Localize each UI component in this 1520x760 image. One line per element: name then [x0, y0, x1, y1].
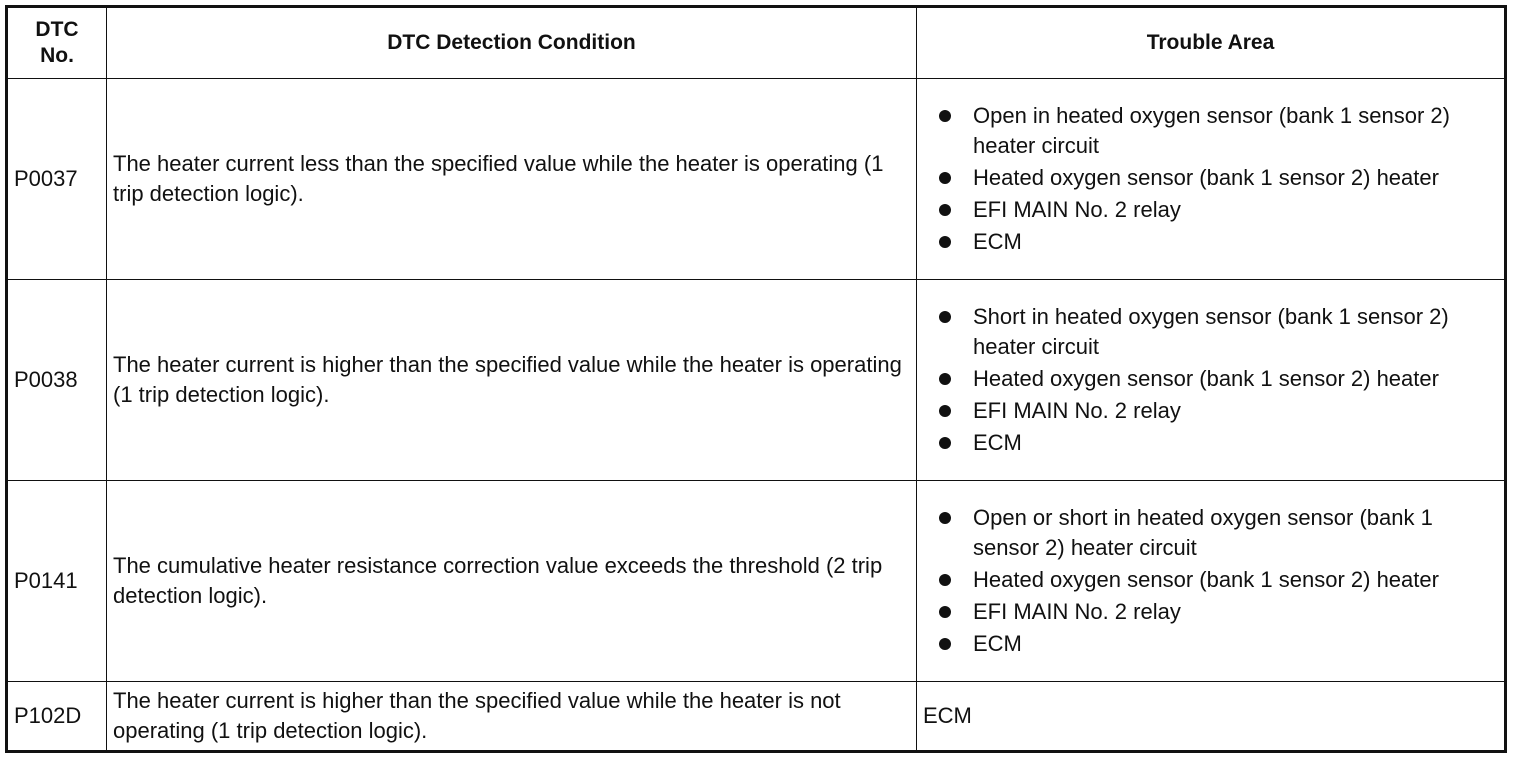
list-item: [939, 428, 1496, 459]
trouble-area-list: [939, 503, 1496, 660]
trouble-area-item: Open in heated oxygen sensor (bank 1 sensor 2) heater circuit: [973, 102, 1450, 159]
table-row: [7, 481, 1506, 682]
bullet-icon: [939, 172, 951, 184]
trouble-area-item: EFI MAIN No. 2 relay: [973, 197, 1181, 223]
list-item: [939, 565, 1496, 596]
trouble-area-item: Heated oxygen sensor (bank 1 sensor 2) heater: [973, 567, 1439, 593]
detection-condition: The cumulative heater resistance correction value exceeds the threshold (2 trip detection logic).: [107, 481, 917, 682]
trouble-area-item: ECM: [973, 430, 1022, 456]
bullet-icon: [939, 373, 951, 385]
list-item: [939, 195, 1496, 226]
trouble-area-list: [939, 302, 1496, 459]
bullet-icon: [939, 638, 951, 650]
header-dtc-no: DTC No.: [7, 7, 107, 79]
bullet-icon: [939, 512, 951, 524]
bullet-icon: [939, 204, 951, 216]
list-item: [939, 629, 1496, 660]
trouble-area-item: Short in heated oxygen sensor (bank 1 sensor 2) heater circuit: [973, 303, 1449, 360]
bullet-icon: [939, 405, 951, 417]
list-item: [939, 364, 1496, 395]
bullet-icon: [939, 574, 951, 586]
list-item: [939, 163, 1496, 194]
trouble-area-item: ECM: [973, 631, 1022, 657]
trouble-area-item: EFI MAIN No. 2 relay: [973, 599, 1181, 625]
detection-condition: The heater current less than the specified value while the heater is operating (1 trip detection logic).: [107, 79, 917, 280]
trouble-area-item: EFI MAIN No. 2 relay: [973, 398, 1181, 424]
list-item: [939, 597, 1496, 628]
trouble-area-item: Heated oxygen sensor (bank 1 sensor 2) heater: [973, 366, 1439, 392]
trouble-area: ECM: [917, 682, 1506, 752]
dtc-code: P0037: [7, 79, 107, 280]
dtc-code: P0141: [7, 481, 107, 682]
table-row: [7, 682, 1506, 752]
trouble-area-item: Open or short in heated oxygen sensor (bank 1 sensor 2) heater circuit: [973, 504, 1433, 561]
bullet-icon: [939, 110, 951, 122]
detection-condition: The heater current is higher than the specified value while the heater is operating (1 trip detection logic).: [107, 280, 917, 481]
dtc-code: P102D: [7, 682, 107, 752]
header-trouble-area: Trouble Area: [917, 7, 1506, 79]
list-item: [939, 302, 1496, 363]
trouble-area: [917, 79, 1506, 280]
trouble-area-item: Heated oxygen sensor (bank 1 sensor 2) heater: [973, 165, 1439, 191]
list-item: [939, 101, 1496, 162]
trouble-area-item: ECM: [973, 229, 1022, 255]
table-row: [7, 280, 1506, 481]
bullet-icon: [939, 437, 951, 449]
bullet-icon: [939, 606, 951, 618]
list-item: [939, 227, 1496, 258]
header-detection-condition: DTC Detection Condition: [107, 7, 917, 79]
detection-condition: The heater current is higher than the specified value while the heater is not operating (1 trip detection logic).: [107, 682, 917, 752]
header-row: [7, 7, 1506, 79]
trouble-area: [917, 280, 1506, 481]
dtc-table: [5, 5, 1507, 753]
bullet-icon: [939, 236, 951, 248]
trouble-area-list: [939, 101, 1496, 258]
dtc-code: P0038: [7, 280, 107, 481]
table-row: [7, 79, 1506, 280]
trouble-area: [917, 481, 1506, 682]
bullet-icon: [939, 311, 951, 323]
list-item: [939, 503, 1496, 564]
list-item: [939, 396, 1496, 427]
